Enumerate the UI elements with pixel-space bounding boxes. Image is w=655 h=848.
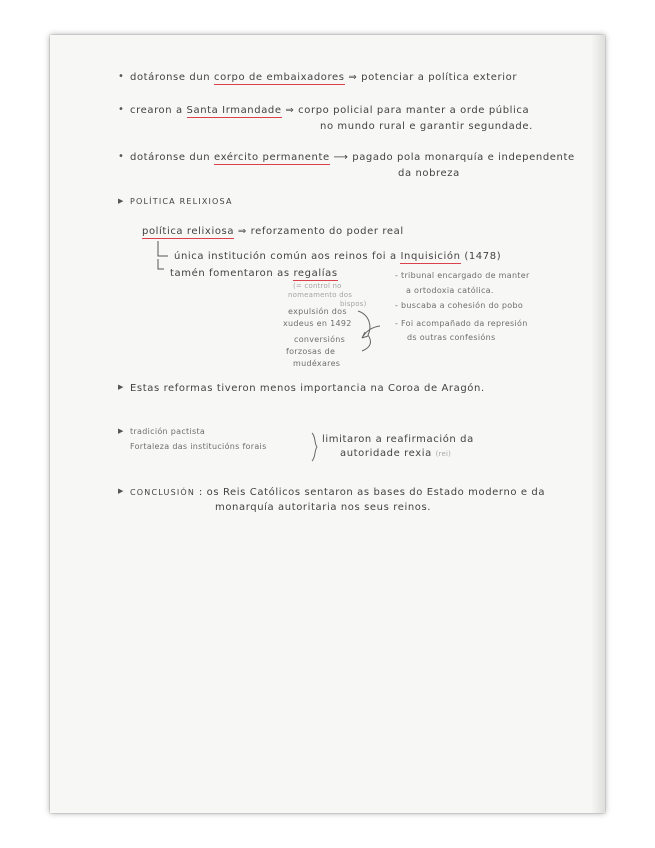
- bullet-exercito-rest-2: da nobreza: [398, 168, 460, 179]
- bullet-irmandade-rest: corpo policial para manter a orde pública: [298, 105, 530, 116]
- expulsion-line-2: xudeus en 1492: [283, 319, 352, 328]
- aragon-line: Estas reformas tiveron menos importancia na Coroa de Aragón.: [130, 383, 485, 394]
- term-regalias: regalías: [293, 268, 338, 279]
- term-santa-irmandade: Santa Irmandade: [186, 105, 282, 116]
- bullet-dot: •: [118, 71, 124, 82]
- conclusion-line-2: monarquía autoritaria nos seus reinos.: [215, 502, 432, 513]
- bullet-exercito-prefix: dotáronse dun: [130, 152, 211, 163]
- conclusion-line-1: [130, 487, 545, 498]
- bullet-irmandade-rest-2: no mundo rural e garantir segundade.: [320, 121, 533, 132]
- triangle-bullet-icon: ▶: [118, 427, 124, 435]
- conversions-line-3: mudéxares: [293, 359, 341, 368]
- arrow-leads: ⟶: [333, 152, 349, 163]
- triangle-bullet-icon: ▶: [118, 197, 124, 205]
- bullet-corpo-prefix: dotáronse dun: [130, 72, 211, 83]
- tradicion-result-1: limitaron a reafirmación da: [322, 434, 474, 445]
- inquisicion-prefix: única institución común aos reinos foi a: [174, 251, 397, 262]
- tradicion-result-2-text: autoridade rexia: [340, 448, 432, 459]
- inquisicion-item-1: - tribunal encargado de manter: [395, 271, 530, 280]
- bullet-irmandade-prefix: crearon a: [130, 105, 183, 116]
- arrow-implies: ⇒: [348, 72, 358, 83]
- triangle-bullet-icon: ▶: [118, 487, 124, 495]
- relixiosa-line-1: [174, 251, 501, 262]
- conclusion-label: CONCLUSIÓN: [130, 488, 196, 497]
- inquisicion-item-3: - buscaba a cohesión do pobo: [395, 301, 524, 310]
- regalias-note-3: bispos): [340, 300, 367, 308]
- inquisicion-item-2: a ortodoxia católica.: [406, 286, 494, 295]
- tradicion-line-1: tradición pactista: [130, 427, 206, 436]
- relixiosa-connectors: [50, 35, 605, 813]
- regalias-note-2: nomeamento dos: [288, 291, 353, 299]
- relixiosa-rest: reforzamento do poder real: [250, 226, 404, 237]
- regalias-note-1: (= control no: [293, 282, 342, 290]
- notebook-page: [50, 35, 605, 813]
- bullet-exercito-rest: pagado pola monarquía e independente: [352, 152, 575, 163]
- relixiosa-line-2: [170, 268, 338, 279]
- tradicion-line-2: Fortaleza das institucións forais: [130, 442, 267, 451]
- term-corpo-embaixadores: corpo de embaixadores: [214, 72, 345, 83]
- bullet-dot: •: [118, 104, 124, 115]
- conclusion-text-1: os Reis Católicos sentaron as bases do Estado moderno e da: [206, 487, 546, 498]
- expulsion-line-1: expulsión dos: [288, 307, 347, 316]
- conclusion-colon: :: [198, 487, 203, 498]
- tradicion-result-2: [340, 448, 451, 459]
- conversions-line-2: forzosas de: [286, 347, 336, 356]
- heading-politica-relixiosa: POLÍTICA RELIXIOSA: [130, 197, 233, 206]
- term-inquisicion: Inquisición: [400, 251, 461, 262]
- triangle-bullet-icon: ▶: [118, 383, 124, 391]
- inquisicion-item-5: ds outras confesións: [407, 333, 496, 342]
- arrow-implies: ⇒: [285, 105, 295, 116]
- inquisicion-item-4: - Foi acompañado da represión: [395, 319, 528, 328]
- bullet-corpo-rest: potenciar a política exterior: [361, 72, 518, 83]
- bullet-dot: •: [118, 151, 124, 162]
- regalias-prefix: tamén fomentaron as: [170, 268, 290, 279]
- term-exercito-permanente: exército permanente: [214, 152, 330, 163]
- conversions-line-1: conversións: [294, 335, 346, 344]
- tradicion-result-note: (rei): [435, 450, 452, 458]
- inquisicion-year: (1478): [464, 251, 502, 262]
- term-politica-relixiosa: política relixiosa: [142, 226, 235, 237]
- arrow-implies: ⇒: [237, 226, 247, 237]
